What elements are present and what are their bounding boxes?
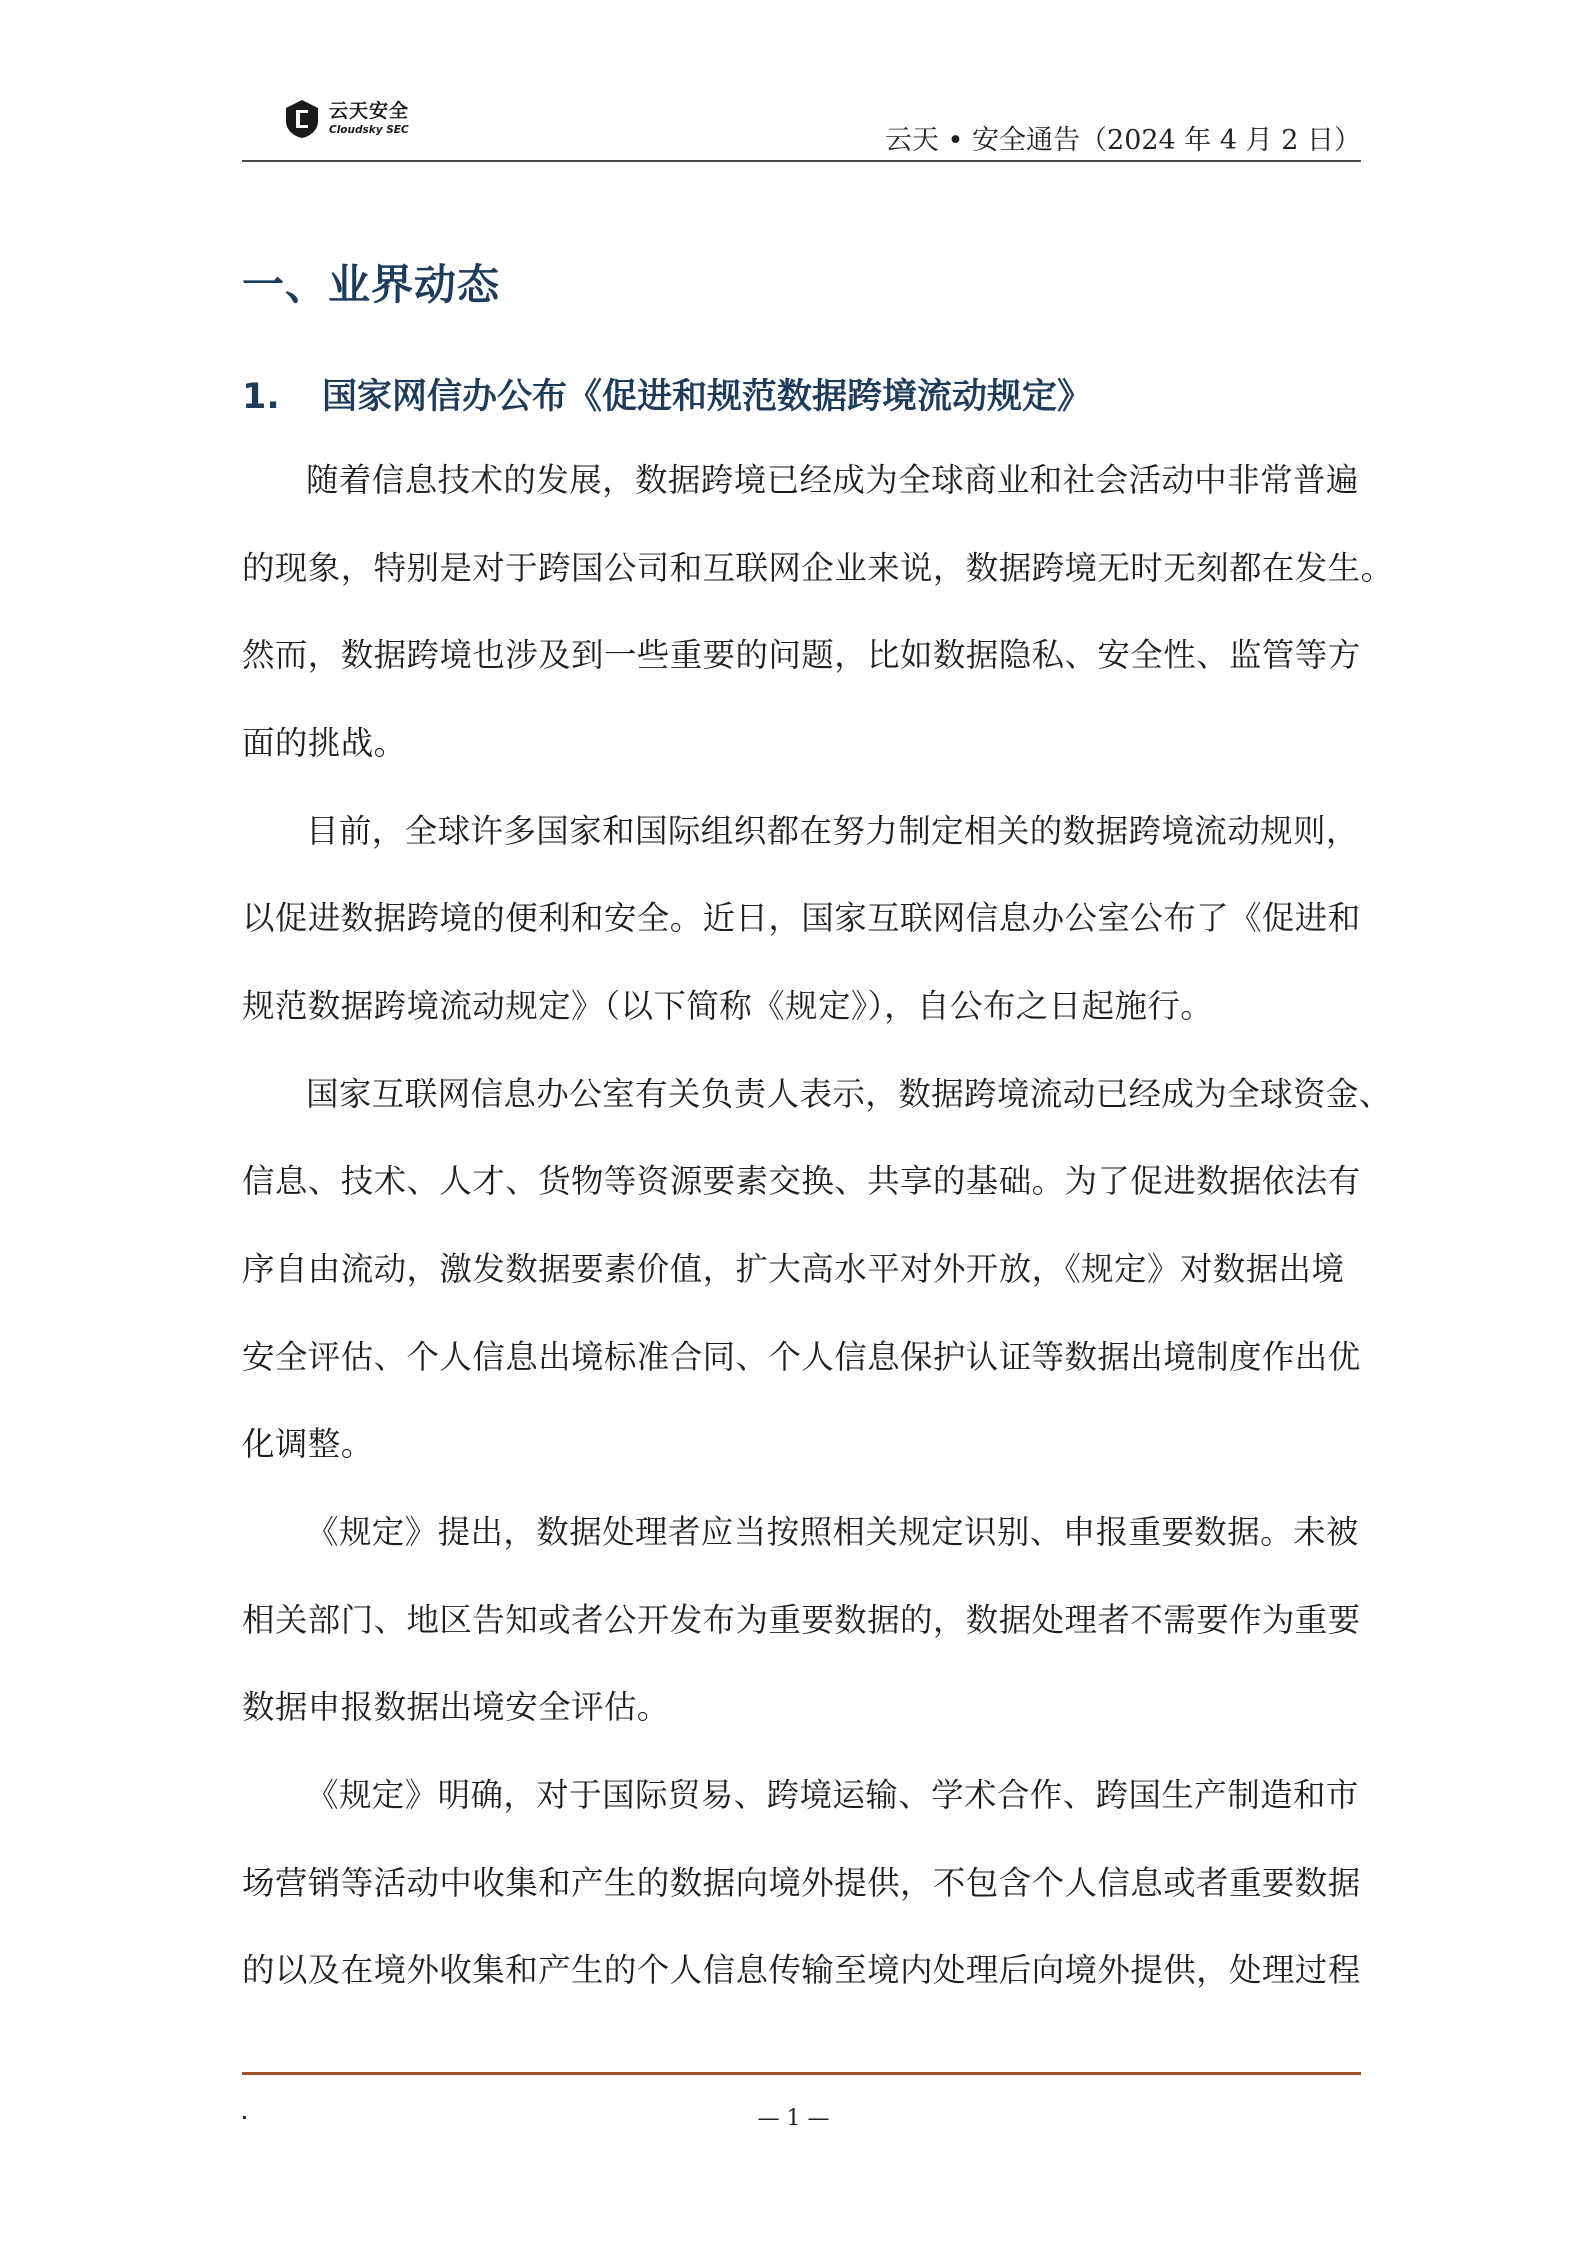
body-line: 序自由流动，激发数据要素价值，扩大高水平对外开放，《规定》对数据出境 — [242, 1250, 1345, 1288]
logo — [284, 96, 409, 142]
body-line: 规范数据跨境流动规定》（以下简称《规定》），自公布之日起施行。 — [242, 987, 1214, 1025]
subsection-number: 1. — [242, 377, 280, 417]
page-number: — 1 — — [757, 2106, 830, 2131]
body-line: 《规定》提出，数据处理者应当按照相关规定识别、申报重要数据。未被 — [306, 1513, 1359, 1551]
page-header — [242, 96, 1361, 160]
subsection-heading — [242, 369, 1092, 419]
body-line: 以促进数据跨境的便利和安全。近日，国家互联网信息办公室公布了《促进和 — [242, 899, 1361, 937]
body-line: 安全评估、个人信息出境标准合同、个人信息保护认证等数据出境制度作出优 — [242, 1338, 1361, 1376]
logo-chinese-name: 云天安全 — [329, 100, 410, 123]
body-line: 国家互联网信息办公室有关负责人表示，数据跨境流动已经成为全球资金、 — [306, 1075, 1392, 1113]
body-line: 数据申报数据出境安全评估。 — [242, 1688, 670, 1726]
body-line: 的以及在境外收集和产生的个人信息传输至境内处理后向境外提供，处理过程 — [242, 1951, 1361, 1989]
subsection-title: 国家网信办公布《促进和规范数据跨境流动规定》 — [322, 377, 1093, 417]
footer-divider — [242, 2072, 1361, 2075]
body-line: 《规定》明确，对于国际贸易、跨境运输、学术合作、跨国生产制造和市 — [306, 1776, 1359, 1814]
cloudsky-logo-icon — [284, 99, 320, 139]
body-line: 目前，全球许多国家和国际组织都在努力制定相关的数据跨境流动规则， — [306, 812, 1359, 850]
section-heading: 一、业界动态 — [242, 260, 501, 309]
logo-english-name: Cloudsky SEC — [329, 124, 409, 137]
body-line: 场营销等活动中收集和产生的数据向境外提供，不包含个人信息或者重要数据 — [242, 1864, 1361, 1902]
bulletin-title: 云天 • 安全通告（2024 年 4 月 2 日） — [884, 125, 1361, 156]
body-line: 随着信息技术的发展，数据跨境已经成为全球商业和社会活动中非常普遍 — [306, 461, 1359, 499]
header-divider — [242, 160, 1361, 162]
body-line: 面的挑战。 — [242, 724, 407, 762]
body-line: 信息、技术、人才、货物等资源要素交换、共享的基础。为了促进数据依法有 — [242, 1162, 1361, 1200]
body-line: 的现象，特别是对于跨国公司和互联网企业来说，数据跨境无时无刻都在发生。 — [242, 549, 1394, 587]
body-line: 化调整。 — [242, 1425, 374, 1463]
body-line: 然而，数据跨境也涉及到一些重要的问题，比如数据隐私、安全性、监管等方 — [242, 636, 1361, 674]
body-line: 相关部门、地区告知或者公开发布为重要数据的，数据处理者不需要作为重要 — [242, 1601, 1361, 1639]
